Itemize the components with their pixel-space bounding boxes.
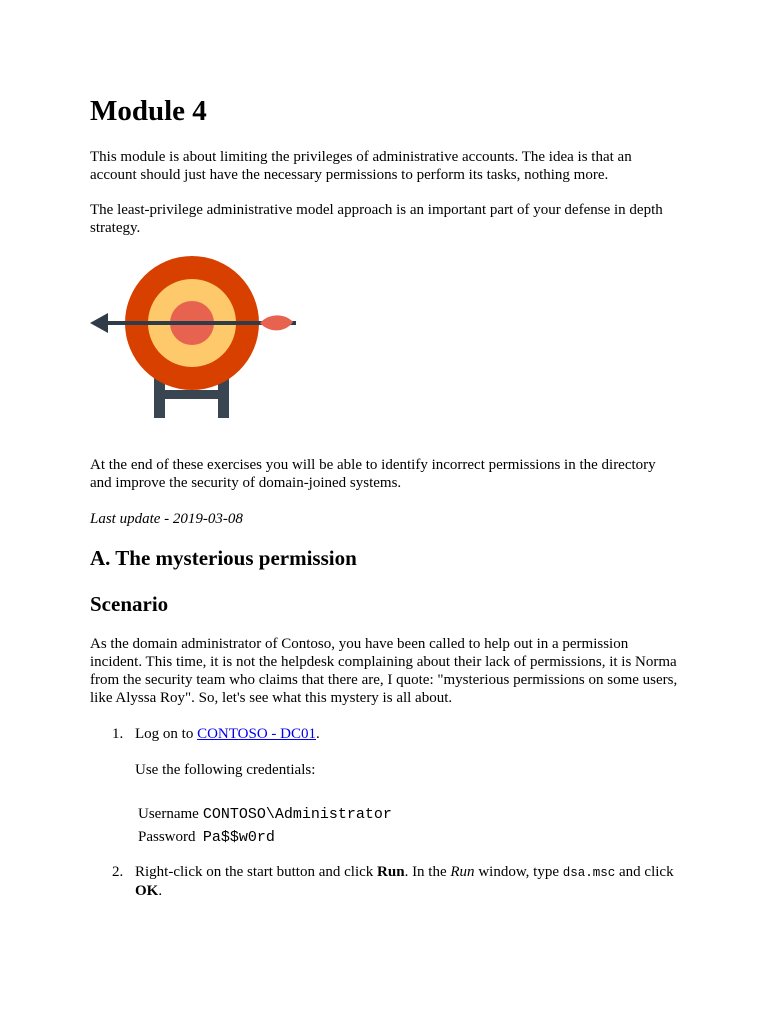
section-a-heading: A. The mysterious permission — [90, 546, 357, 570]
username-label: Username — [138, 806, 199, 822]
ok-bold: OK — [135, 883, 159, 899]
password-label: Password — [138, 829, 196, 845]
stand-crossbar — [154, 390, 229, 399]
target-with-arrow-icon — [88, 250, 298, 422]
credentials-table — [138, 803, 396, 849]
arrow-fletching — [260, 315, 293, 330]
intro-paragraph-2: The least-privilege administrative model approach is an important part of your defense in depth strategy. — [90, 202, 663, 236]
run-bold: Run — [377, 864, 405, 880]
username-value: CONTOSO\Administrator — [202, 806, 392, 823]
table-row — [138, 803, 396, 826]
step-1-prefix: Log on to — [135, 726, 198, 742]
target-illustration — [88, 250, 298, 422]
step-2-text-1: Right-click on the start button and click — [135, 864, 378, 880]
arrow-head — [90, 313, 108, 333]
outro-paragraph: At the end of these exercises you will be able to identify incorrect permissions in the directory and improve the security of domain-joined systems. — [90, 457, 656, 491]
intro-paragraph-1: This module is about limiting the privileges of administrative accounts. The idea is that an account should just have the necessary permissions to perform its tasks, nothing more. — [90, 149, 632, 183]
table-row — [138, 826, 396, 849]
step-2-text — [135, 863, 685, 900]
step-1-text — [135, 725, 685, 743]
dsa-msc-code: dsa.msc — [562, 866, 616, 880]
credentials-intro: Use the following credentials: — [135, 762, 316, 778]
step-2-text-2: . In the — [404, 864, 451, 880]
dc01-link[interactable]: CONTOSO - DC01 — [197, 726, 316, 742]
step-2-text-3: window, type — [474, 864, 563, 880]
step-2-text-5: . — [158, 883, 163, 899]
scenario-paragraph: As the domain administrator of Contoso, you have been called to help out in a permission incident. This time, it is not the helpdesk complaining about their lack of permissions, it is Norma from the security team who claims that there are, I quote: "mysterious permissions on some users, like Alyssa Roy". So, let's see what this mystery is all about. — [90, 636, 678, 706]
step-2-text-4: and click — [615, 864, 674, 880]
step-number: 1. — [112, 726, 124, 742]
run-italic: Run — [450, 864, 475, 880]
page-title: Module 4 — [90, 95, 207, 127]
arrow-shaft-back — [102, 321, 196, 325]
step-1-suffix: . — [316, 726, 320, 742]
scenario-heading: Scenario — [90, 592, 169, 616]
step-number: 2. — [112, 864, 124, 880]
last-update: Last update - 2019-03-08 — [90, 511, 243, 527]
password-value: Pa$$w0rd — [202, 829, 275, 846]
